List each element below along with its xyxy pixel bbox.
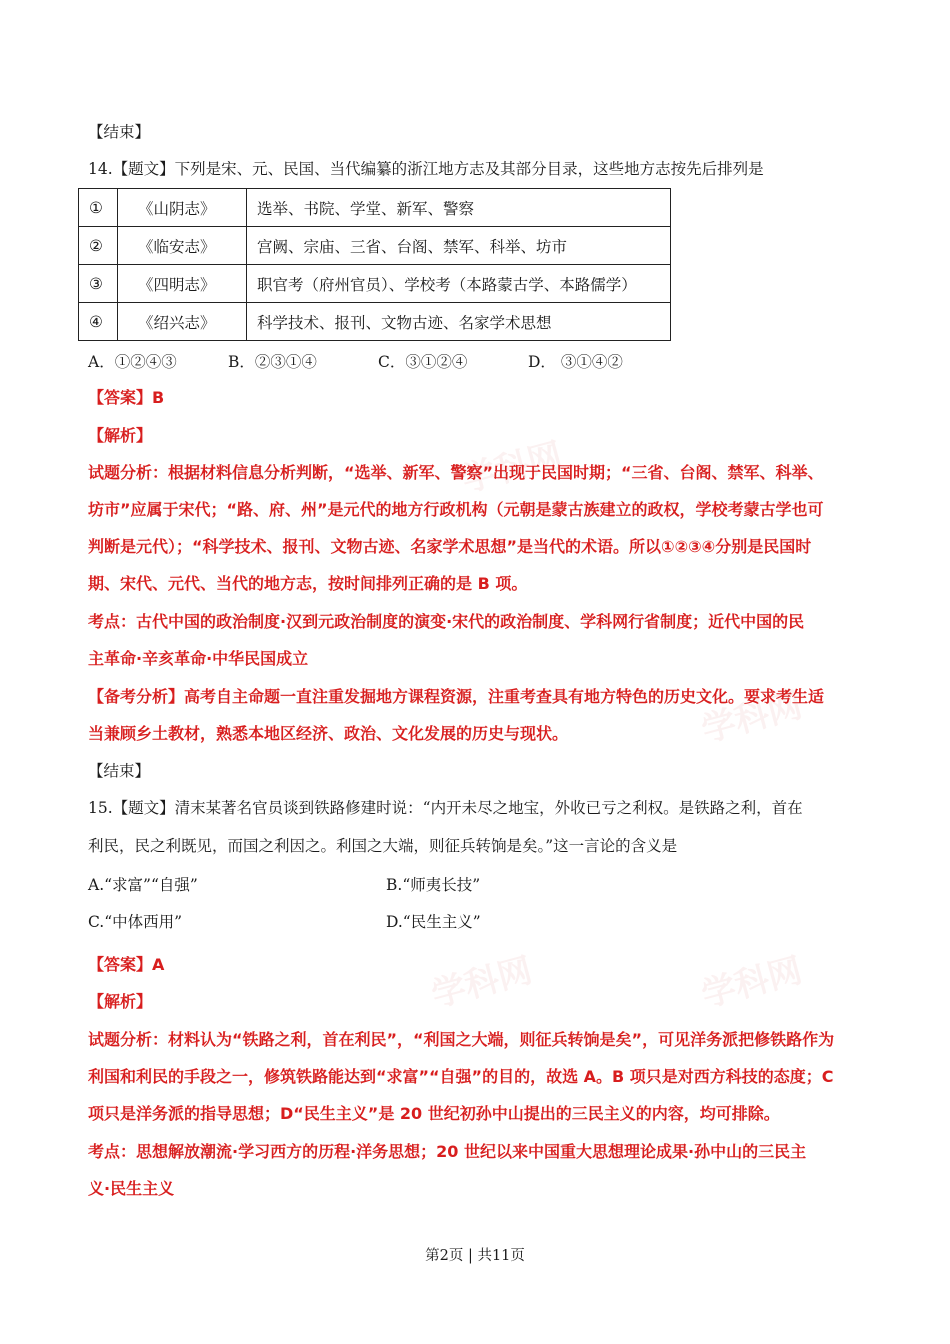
analysis-14-line: 判断是元代）；“科学技术、报刊、文物古迹、名家学术思想”是当代的术语。所以①②③④分别是民国时 [88,537,812,556]
analysis-14-line: 试题分析：根据材料信息分析判断，“选举、新军、警察”出现于民国时期；“三省、台阁、禁军、科举、 [88,463,824,482]
analysis-15-line: 项只是洋务派的指导思想；D“民生主义”是 20 世纪初孙中山提出的三民主义的内容，均可排除。 [88,1104,780,1123]
option-d: D． ③①④② [528,353,623,371]
table-cell: 《临安志》 [118,227,247,265]
analysis-14-line: 主革命·辛亥革命·中华民国成立 [88,649,309,668]
table-row [79,265,671,303]
analysis-label-14: 【解析】 [88,426,153,445]
option-a: A．①②④③ [88,353,177,371]
table-row [79,303,671,341]
option-c: C.“中体西用” [88,913,183,931]
analysis-14-line: 考点：古代中国的政治制度·汉到元政治制度的演变·宋代的政治制度、学科网行省制度；近代中国的民 [88,612,805,631]
option-c: C．③①②④ [378,353,468,371]
end-marker: 【结束】 [88,123,151,141]
table-cell: ③ [79,265,118,303]
table-cell: 《四明志》 [118,265,247,303]
question-14-text: 14.【题文】下列是宋、元、民国、当代编纂的浙江地方志及其部分目录，这些地方志按先后排列是 [88,160,764,178]
analysis-15-line: 试题分析：材料认为“铁路之利，首在利民”，“利国之大端，则征兵转饷是矣”，可见洋务派把修铁路作为 [88,1030,835,1049]
analysis-15-line: 义·民生主义 [88,1179,175,1198]
watermark: 学科网 [697,950,807,1016]
analysis-15-line: 考点：思想解放潮流·学习西方的历程·洋务思想；20 世纪以来中国重大思想理论成果·孙中山的三民主 [88,1142,807,1161]
table-cell: ④ [79,303,118,341]
analysis-14-line: 坊市”应属于宋代；“路、府、州”是元代的地方行政机构（元朝是蒙古族建立的政权，学校考蒙古学也可 [88,500,824,519]
option-a: A.“求富”“自强” [88,876,198,894]
table-cell: 《山阴志》 [118,189,247,227]
answer-14: 【答案】B [88,388,165,407]
table-cell: 科学技术、报刊、文物古迹、名家学术思想 [247,303,671,341]
analysis-14-line: 期、宋代、元代、当代的地方志，按时间排列正确的是 B 项。 [88,574,528,593]
question-15-text: 利民，民之利既见，而国之利因之。利国之大端，则征兵转饷是矣。”这一言论的含义是 [88,837,678,855]
watermark: 学科网 [457,435,567,501]
table-cell: 宫阙、宗庙、三省、台阁、禁军、科举、坊市 [247,227,671,265]
option-b: B.“师夷长技” [386,876,481,894]
option-b: B．②③①④ [228,353,317,371]
table-cell: 选举、书院、学堂、新军、警察 [247,189,671,227]
table-cell: 《绍兴志》 [118,303,247,341]
analysis-14-line: 【备考分析】高考自主命题一直注重发掘地方课程资源，注重考查具有地方特色的历史文化。要求考生适 [88,687,825,706]
gazetteer-table [78,188,671,341]
option-d: D.“民生主义” [386,913,481,931]
analysis-14-line: 当兼顾乡土教材，熟悉本地区经济、政治、文化发展的历史与现状。 [88,724,569,743]
watermark: 学科网 [427,950,537,1016]
question-15-text: 15.【题文】清末某著名官员谈到铁路修建时说：“内开未尽之地宝，外收已亏之利权。是铁路之利，首在 [88,799,803,817]
table-cell: ② [79,227,118,265]
watermark: 学科网 [697,685,807,751]
end-marker: 【结束】 [88,762,151,780]
table-cell: ① [79,189,118,227]
table-row [79,227,671,265]
page-footer: 第2页 | 共11页 [425,1248,525,1264]
analysis-15-line: 利国和利民的手段之一，修筑铁路能达到“求富”“自强”的目的，故选 A。B 项只是对西方科技的态度；C [88,1067,834,1086]
table-row [79,189,671,227]
table-cell: 职官考（府州官员）、学校考（本路蒙古学、本路儒学） [247,265,671,303]
analysis-label-15: 【解析】 [88,992,153,1011]
answer-15: 【答案】A [88,955,165,974]
